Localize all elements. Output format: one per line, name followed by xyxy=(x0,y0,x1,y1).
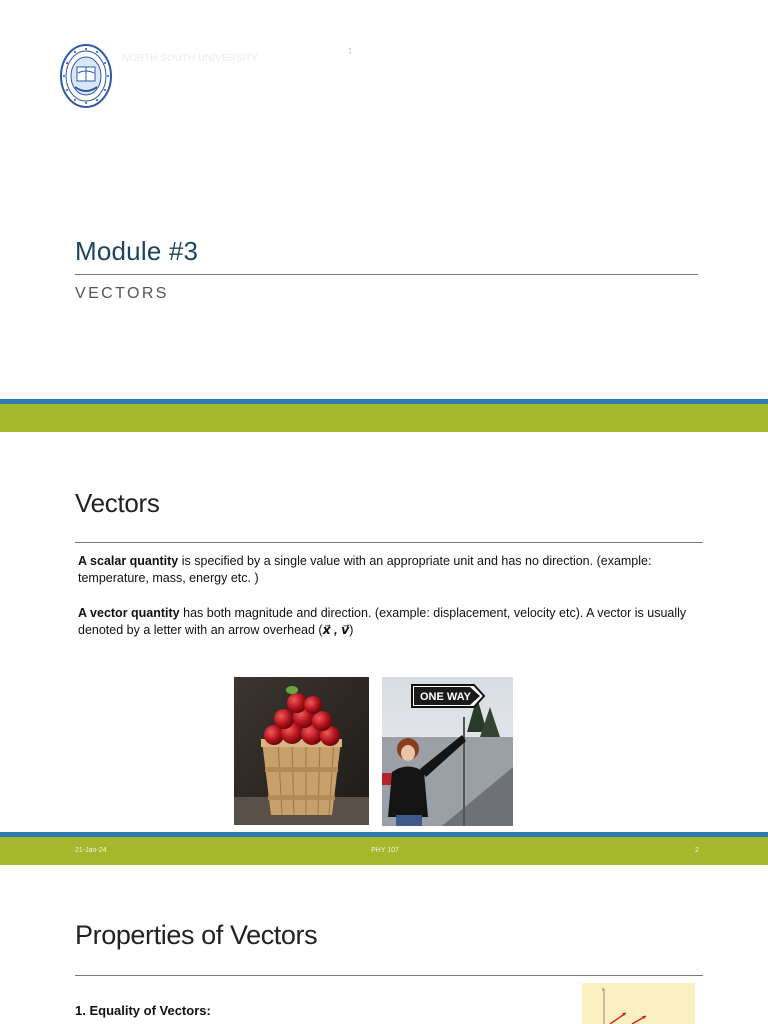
title-divider xyxy=(75,542,703,543)
vector-equality-figure xyxy=(582,983,695,1024)
scalar-definition xyxy=(78,553,698,587)
header-mark: : xyxy=(349,46,352,55)
vector-term: A vector quantity xyxy=(78,606,180,620)
one-way-sign-image xyxy=(382,677,513,826)
slide-footer-band-green xyxy=(0,404,768,432)
module-title: Module #3 xyxy=(75,236,199,266)
vector-close: ) xyxy=(349,623,354,637)
footer-page-number: 2 xyxy=(695,847,699,854)
sign-text: ONE WAY xyxy=(420,691,471,703)
vector-definition xyxy=(78,605,698,639)
scalar-text: is specified by a single value with an appropriate unit and has no direction. (example: temperature, mass, energy etc. ) xyxy=(78,554,652,585)
scalar-term: A scalar quantity xyxy=(78,554,179,568)
module-subtitle: VECTORS xyxy=(75,285,169,302)
title-divider xyxy=(75,274,698,275)
footer-date: 21-Jan-24 xyxy=(75,847,107,854)
slide-title: Vectors xyxy=(75,488,160,518)
slide-title: Properties of Vectors xyxy=(75,920,318,950)
title-divider xyxy=(75,975,703,976)
vector-symbols: x⃗ , v⃗ xyxy=(322,623,350,637)
header-text: NORTH SOUTH UNIVERSITY xyxy=(122,53,258,64)
y-axis-label: y xyxy=(602,986,604,991)
vector-text: has both magnitude and direction. (example: displacement, velocity etc). A vector is usually denoted by a letter with an arrow overhead ( xyxy=(78,606,687,637)
footer-course: PHY 107 xyxy=(371,847,399,854)
apple-basket-image xyxy=(234,677,369,825)
list-item-heading: 1. Equality of Vectors: xyxy=(75,1003,211,1018)
university-logo xyxy=(59,43,113,109)
